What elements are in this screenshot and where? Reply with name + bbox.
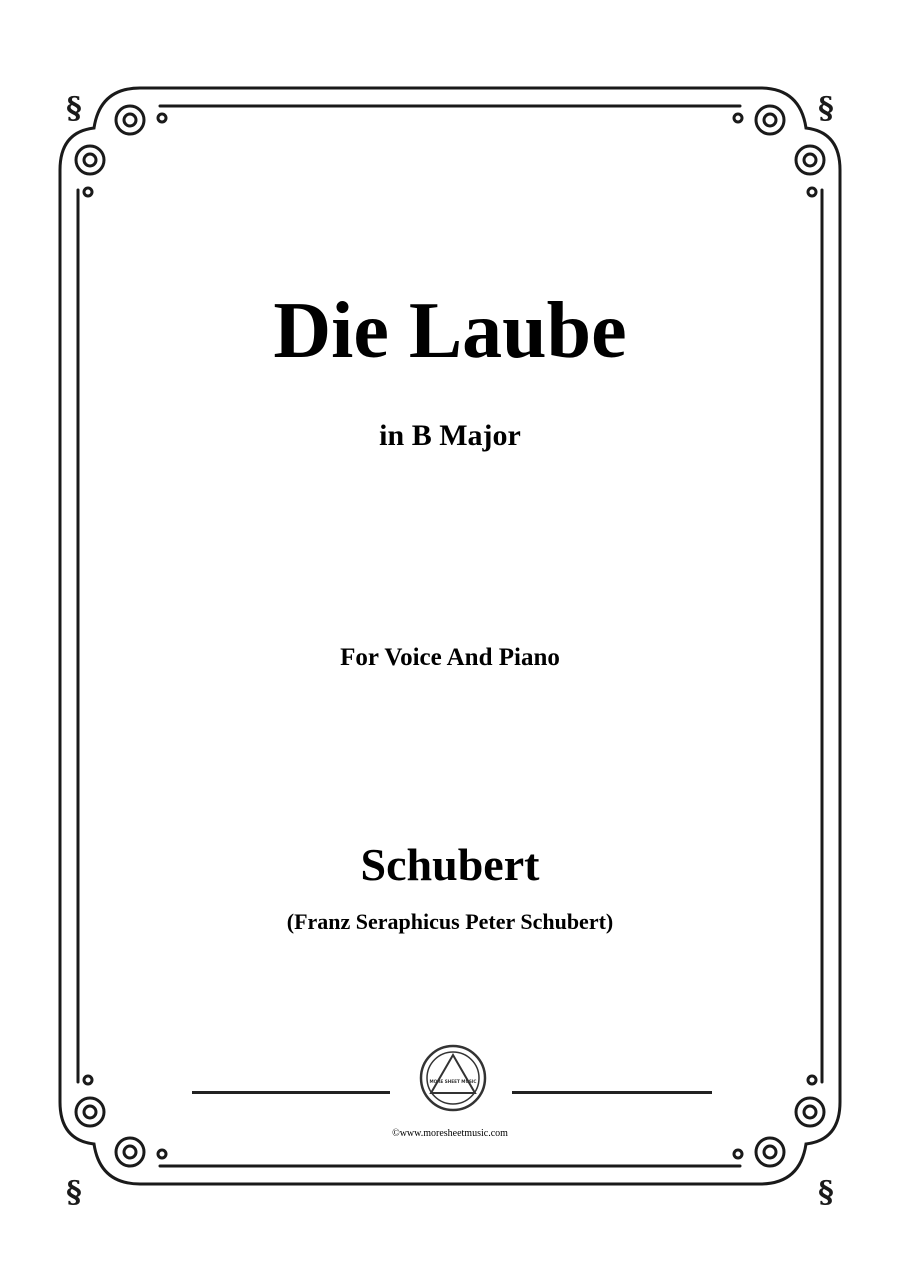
composer-name: Schubert (360, 839, 540, 890)
divider-left (192, 1091, 390, 1094)
svg-text:§: § (66, 1175, 82, 1210)
publisher-logo (418, 1043, 488, 1113)
key-subtitle: in B Major (379, 419, 521, 452)
page-title: Die Laube (273, 287, 627, 375)
copyright-text: ©www.moresheetmusic.com (392, 1128, 508, 1139)
composer-full-name: (Franz Seraphicus Peter Schubert) (286, 909, 614, 934)
svg-text:MORE SHEET MUSIC: MORE SHEET MUSIC (429, 1079, 477, 1084)
svg-text:§: § (66, 91, 82, 126)
instrumentation: For Voice And Piano (340, 644, 560, 671)
divider-right (512, 1091, 712, 1094)
svg-text:§: § (818, 91, 834, 126)
svg-text:§: § (818, 1175, 834, 1210)
